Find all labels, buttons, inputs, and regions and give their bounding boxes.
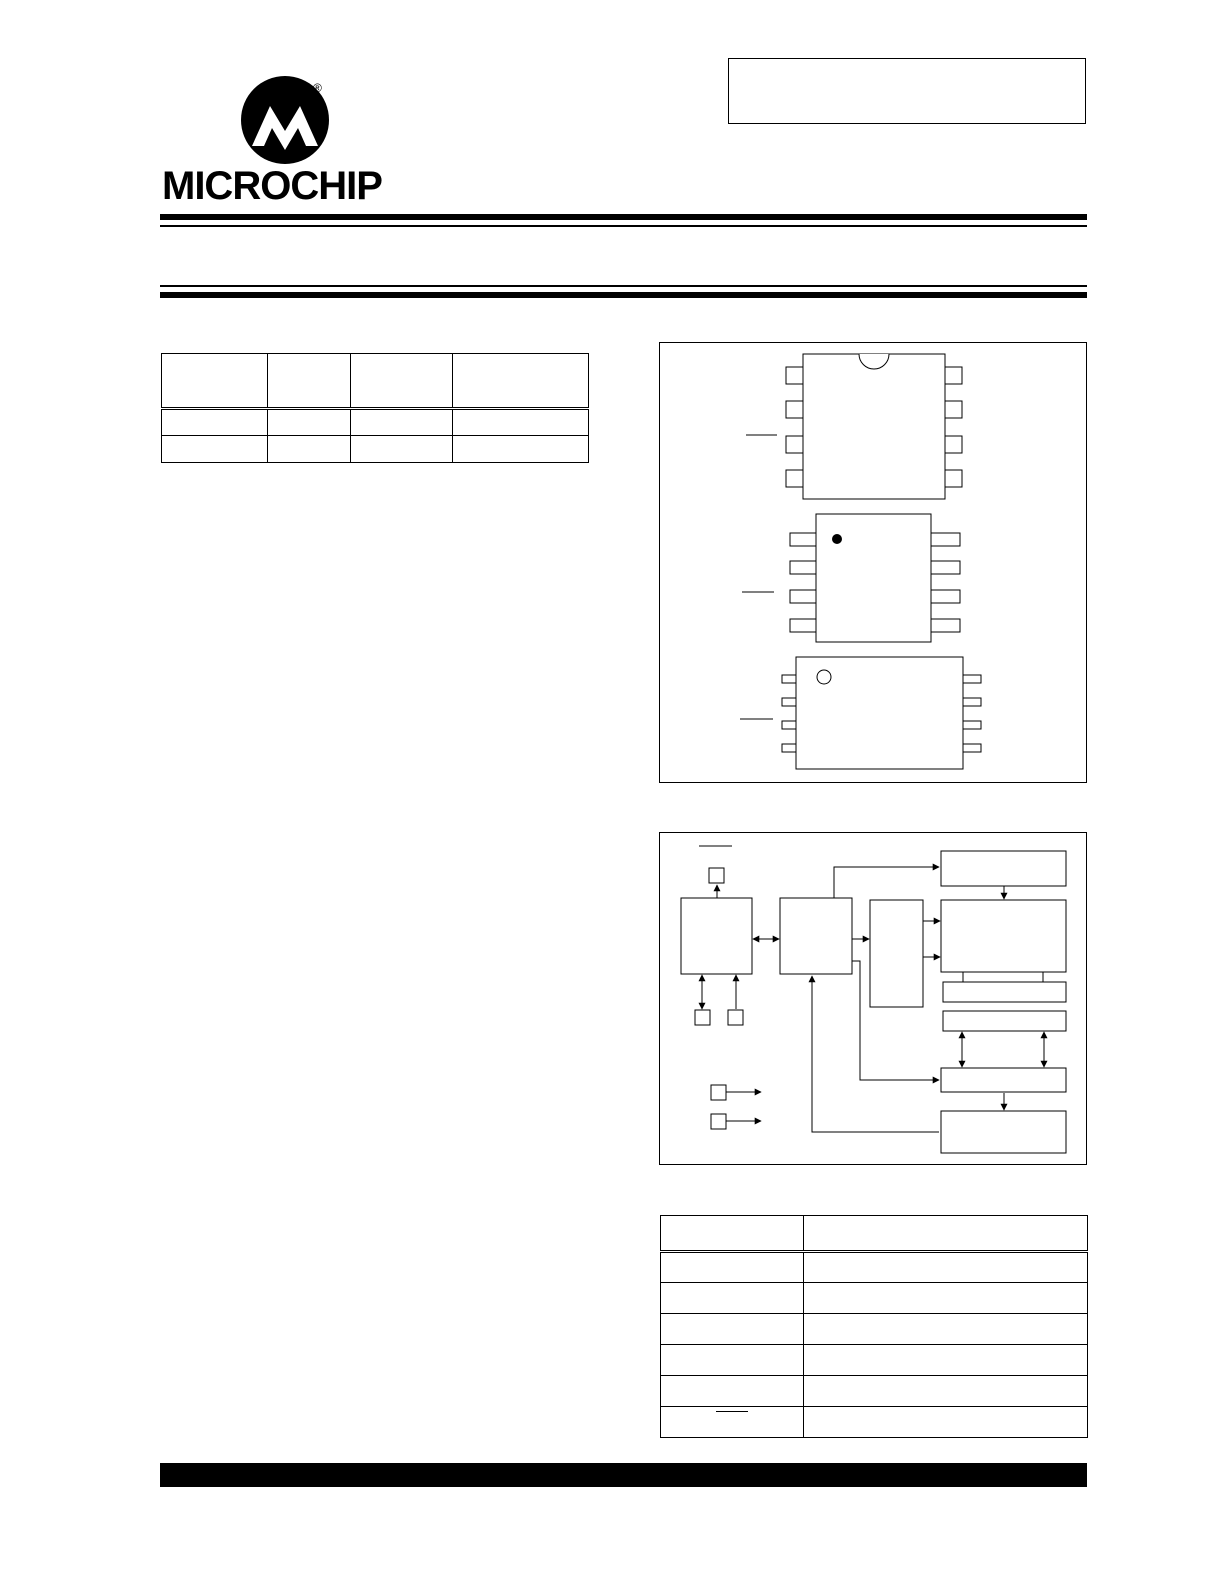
table-cell	[804, 1407, 1088, 1438]
table-header-row	[661, 1216, 1088, 1252]
block-diagram	[660, 833, 1088, 1166]
table-cell	[661, 1314, 804, 1345]
device-selection-table	[161, 353, 589, 463]
table-cell	[268, 436, 351, 463]
table-cell	[268, 409, 351, 436]
block-diagram-panel	[659, 832, 1087, 1165]
overline-mark	[716, 1411, 748, 1412]
table-row	[661, 1283, 1088, 1314]
header-rule-thick	[160, 214, 1087, 220]
pin-function-table	[660, 1215, 1088, 1438]
company-logo	[160, 76, 410, 208]
table-row	[661, 1252, 1088, 1283]
table-cell	[661, 1345, 804, 1376]
title-rule-thin	[160, 285, 1087, 287]
table-cell	[162, 436, 268, 463]
pdip-package-diagram	[660, 343, 1088, 784]
table-cell	[661, 1252, 804, 1283]
table-cell	[351, 354, 453, 409]
title-rule-thick	[160, 292, 1087, 298]
table-cell	[351, 409, 453, 436]
table-cell	[453, 354, 589, 409]
table-row	[162, 409, 589, 436]
header-rule-thin	[160, 225, 1087, 227]
table-row	[661, 1345, 1088, 1376]
part-number-box	[728, 58, 1086, 124]
table-cell	[804, 1252, 1088, 1283]
footer-bar	[160, 1463, 1087, 1487]
table-cell	[804, 1314, 1088, 1345]
table-cell	[804, 1345, 1088, 1376]
table-row	[661, 1407, 1088, 1438]
table-cell	[661, 1407, 804, 1438]
table-cell	[661, 1376, 804, 1407]
table-cell	[453, 436, 589, 463]
table-cell	[804, 1376, 1088, 1407]
table-row	[661, 1314, 1088, 1345]
table-cell	[804, 1216, 1088, 1252]
table-cell	[268, 354, 351, 409]
table-cell	[351, 436, 453, 463]
table-cell	[661, 1283, 804, 1314]
table-row	[162, 436, 589, 463]
table-header-row	[162, 354, 589, 409]
brand-wordmark: MICROCHIP	[162, 164, 382, 208]
table-cell	[804, 1283, 1088, 1314]
package-types-panel	[659, 342, 1087, 783]
table-cell	[162, 354, 268, 409]
table-row	[661, 1376, 1088, 1407]
svg-text:®: ®	[313, 81, 322, 95]
table-cell	[661, 1216, 804, 1252]
table-cell	[162, 409, 268, 436]
table-cell	[453, 409, 589, 436]
